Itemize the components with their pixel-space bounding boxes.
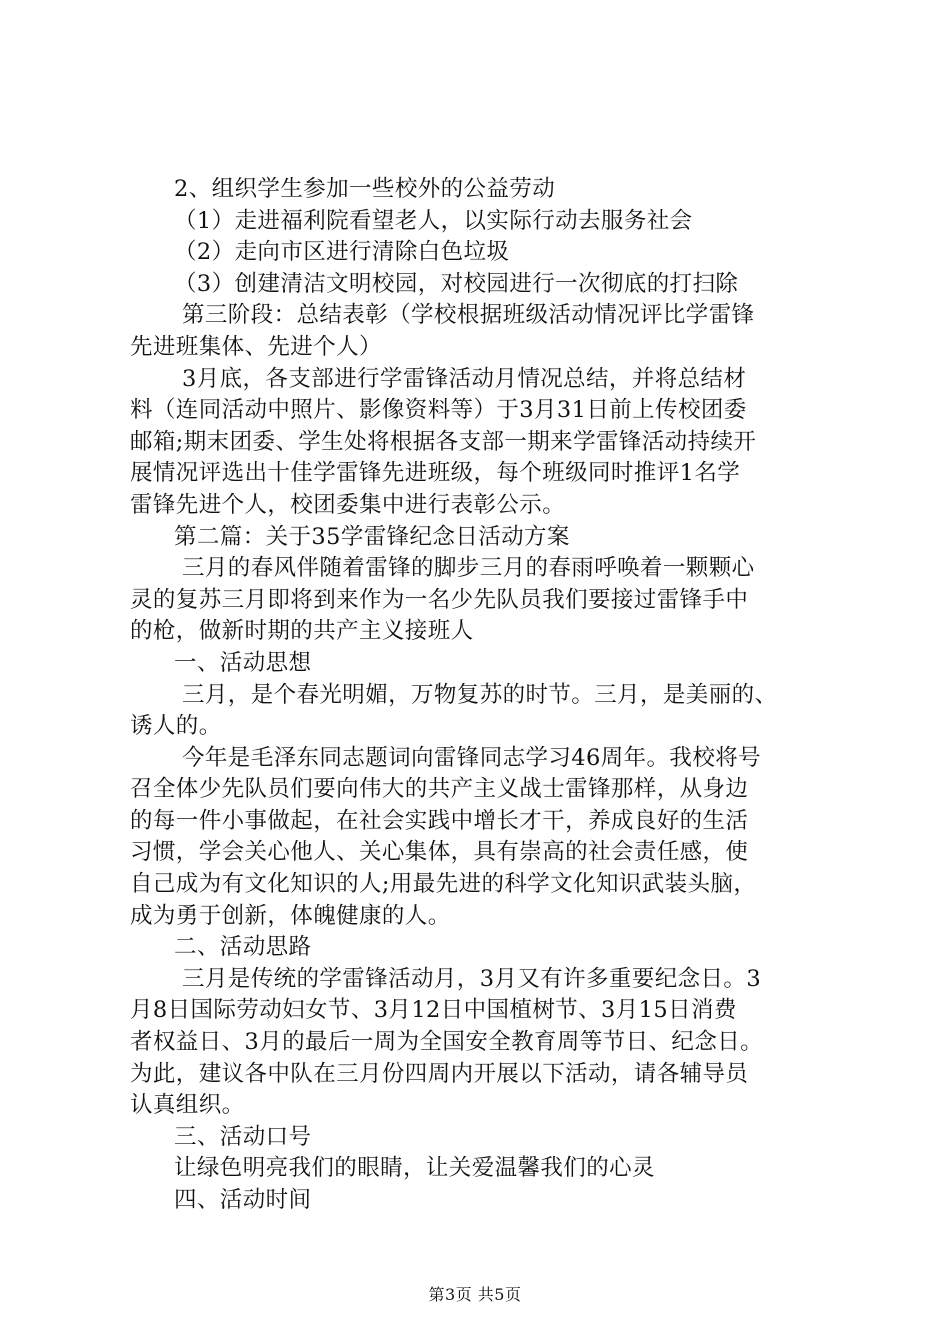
list-item: （1）走进福利院看望老人，以实际行动去服务社会: [174, 207, 693, 234]
section-heading: 三、活动口号: [174, 1123, 312, 1150]
paragraph-line: 展情况评选出十佳学雷锋先进班级，每个班级同时推评1名学: [130, 460, 741, 487]
paragraph-line: 月8日国际劳动妇女节、3月12日中国植树节、3月15日消费: [130, 997, 737, 1024]
paragraph-line: 先进班集体、先进个人）: [130, 333, 382, 360]
paragraph-line: 认真组织。: [130, 1092, 245, 1119]
paragraph-line: 今年是毛泽东同志题词向雷锋同志学习46周年。我校将号: [182, 744, 762, 771]
paragraph-line: 灵的复苏三月即将到来作为一名少先队员我们要接过雷锋手中: [130, 586, 749, 613]
paragraph-line: 为此，建议各中队在三月份四周内开展以下活动，请各辅导员: [130, 1060, 749, 1087]
list-item: （3）创建清洁文明校园，对校园进行一次彻底的打扫除: [174, 270, 739, 297]
paragraph-line: 者权益日、3月的最后一周为全国安全教育周等节日、纪念日。: [130, 1029, 764, 1056]
paragraph-line: 自己成为有文化知识的人;用最先进的科学文化知识武装头脑，: [130, 871, 757, 898]
paragraph-line: 习惯，学会关心他人、关心集体，具有崇高的社会责任感，使: [130, 839, 749, 866]
document-body: [130, 174, 850, 1217]
section-heading: 二、活动思路: [174, 934, 312, 961]
paragraph-line: 料（连同活动中照片、影像资料等）于3月31日前上传校团委: [130, 397, 747, 424]
list-heading: 2、组织学生参加一些校外的公益劳动: [174, 176, 556, 202]
paragraph-line: 三月是传统的学雷锋活动月，3月又有许多重要纪念日。3: [182, 965, 762, 992]
paragraph-line: 成为勇于创新，体魄健康的人。: [130, 902, 451, 929]
paragraph-line: 邮箱;期末团委、学生处将根据各支部一期来学雷锋活动持续开: [130, 428, 757, 455]
paragraph-line: 雷锋先进个人，校团委集中进行表彰公示。: [130, 491, 566, 518]
section-heading: 四、活动时间: [174, 1187, 312, 1213]
paragraph-line: 召全体少先队员们要向伟大的共产主义战士雷锋那样，从身边: [130, 776, 749, 803]
paragraph-line: 三月的春风伴随着雷锋的脚步三月的春雨呼唤着一颗颗心: [182, 555, 755, 582]
paragraph-line: 诱人的。: [130, 713, 222, 740]
paragraph-line: 的枪，做新时期的共产主义接班人: [130, 618, 474, 645]
page-footer: 第3页 共5页: [428, 1285, 522, 1304]
list-item: （2）走向市区进行清除白色垃圾: [174, 239, 510, 266]
section-heading: 第三阶段：总结表彰（学校根据班级活动情况评比学雷锋: [182, 302, 755, 329]
section-heading: 一、活动思想: [174, 649, 312, 676]
paragraph-line: 三月，是个春光明媚，万物复苏的时节。三月，是美丽的、: [182, 681, 778, 708]
slogan-line: 让绿色明亮我们的眼睛，让关爱温馨我们的心灵: [174, 1155, 655, 1182]
paragraph-line: 3月底，各支部进行学雷锋活动月情况总结，并将总结材: [182, 365, 747, 392]
paragraph-line: 的每一件小事做起，在社会实践中增长才干，养成良好的生活: [130, 807, 749, 834]
chapter-title: 第二篇：关于35学雷锋纪念日活动方案: [174, 523, 570, 550]
